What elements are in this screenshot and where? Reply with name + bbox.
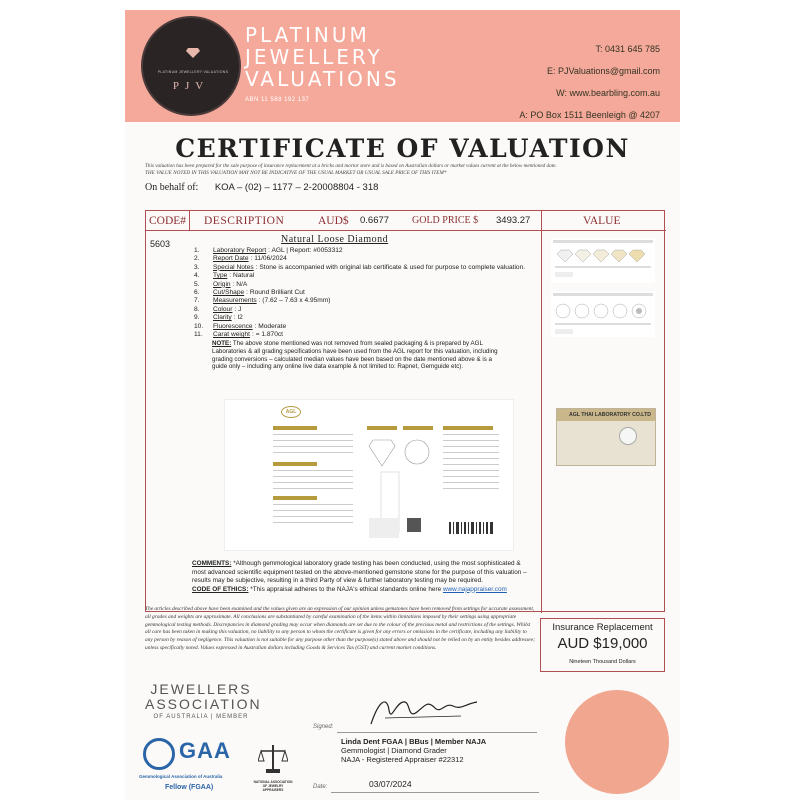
item-number: 5. bbox=[194, 280, 200, 288]
najaa-logo bbox=[253, 743, 293, 792]
item-value: : N/A bbox=[232, 280, 248, 288]
list-item bbox=[194, 281, 544, 289]
diamond-icon bbox=[186, 48, 200, 58]
report-line bbox=[443, 452, 499, 453]
signer-name: Linda Dent FGAA | BBus | Member NAJA bbox=[341, 737, 487, 746]
report-line bbox=[443, 446, 499, 447]
col-value: VALUE bbox=[583, 215, 621, 227]
gaa-subtitle: Gemmological Association of Australia bbox=[139, 774, 223, 779]
lab-sealed-package-photo bbox=[556, 408, 656, 466]
list-item bbox=[194, 289, 544, 297]
valuation-date: 03/07/2024 bbox=[369, 779, 412, 789]
report-line bbox=[273, 488, 353, 489]
report-line bbox=[443, 434, 499, 435]
abn: ABN 11 588 192 137 bbox=[245, 97, 310, 103]
signer-naja: NAJA - Registered Appraiser #22312 bbox=[341, 755, 464, 764]
report-line bbox=[443, 440, 499, 441]
item-value: : J bbox=[234, 305, 242, 313]
report-line bbox=[273, 522, 353, 523]
brand-name bbox=[245, 24, 400, 90]
signer-details bbox=[341, 737, 486, 764]
item-value: : I2 bbox=[233, 314, 243, 322]
report-line bbox=[273, 476, 353, 477]
disclaimer bbox=[145, 163, 665, 177]
wax-seal bbox=[565, 690, 669, 794]
diamond-diagram bbox=[367, 426, 437, 546]
comments bbox=[192, 560, 532, 594]
logo-small-text: PLATINUM JEWELLERY VALUATIONS bbox=[157, 70, 229, 74]
item-number: 11. bbox=[194, 331, 203, 339]
item-label: Special Notes bbox=[213, 263, 254, 271]
website: W: www.bearbling.com.au bbox=[556, 88, 660, 98]
item-label: Colour bbox=[213, 305, 233, 313]
divider bbox=[189, 211, 190, 231]
on-behalf bbox=[145, 182, 378, 193]
report-line bbox=[273, 516, 353, 517]
item-number: 10. bbox=[194, 322, 204, 330]
item-number: 3. bbox=[194, 263, 200, 271]
report-line bbox=[273, 452, 353, 453]
comments-row bbox=[192, 560, 532, 586]
report-line bbox=[443, 458, 499, 459]
barcode-icon bbox=[449, 522, 499, 540]
insurance-box bbox=[540, 618, 665, 672]
col-code: CODE# bbox=[149, 215, 187, 227]
note-label: NOTE: bbox=[212, 340, 232, 347]
report-line bbox=[273, 434, 353, 435]
list-item bbox=[194, 323, 544, 331]
disclaimer-line: THE VALUE NOTED IN THIS VALUATION MAY NOT BE INDICATIVE OF THE USUAL MARKET OR USUAL SALE PRICE OF THIS ITEM* bbox=[145, 170, 447, 176]
scales-icon bbox=[258, 743, 288, 775]
ethics-row bbox=[192, 586, 532, 595]
col-gold-value: 3493.27 bbox=[496, 215, 531, 226]
report-line bbox=[443, 470, 499, 471]
ja-line: OF AUSTRALIA | MEMBER bbox=[153, 714, 249, 720]
report-line bbox=[273, 510, 353, 511]
colour-scale-graphic bbox=[551, 238, 655, 283]
note-text: The above stone mentioned was not removed from sealed packaging & is prepared by AGL Laboratories & all grading specifications have been used from the AGL report for this valuation, including grading conversions – calculated median values have been based on the date mentioned above & is a guide only – including any online live data example & not limited to: Rapnet, Gemguide etc). bbox=[212, 340, 498, 371]
list-item bbox=[194, 255, 544, 263]
item-value: : (7.62 – 7.63 x 4.95mm) bbox=[258, 297, 331, 305]
item-label: Clarity bbox=[213, 314, 232, 322]
jewellers-association-logo bbox=[145, 681, 262, 720]
agl-report-image bbox=[224, 399, 514, 551]
list-item bbox=[194, 264, 544, 272]
item-label: Laboratory Report bbox=[213, 247, 267, 254]
contact-info bbox=[519, 38, 660, 126]
item-value: : Moderate bbox=[254, 322, 287, 330]
table-header bbox=[146, 211, 666, 231]
item-number: 8. bbox=[194, 305, 200, 313]
naja-link[interactable]: www.najappraiser.com bbox=[442, 585, 507, 593]
list-item bbox=[194, 314, 544, 322]
col-aud-label: AUD$ bbox=[318, 215, 349, 227]
signed-label: Signed: bbox=[313, 724, 334, 730]
disclaimer-line: This valuation has been prepared for the sale purpose of insurance replacement at a bricks and mortar store and is based on Australian dollars or market values current at the below mentioned date. bbox=[145, 163, 557, 169]
item-number: 2. bbox=[194, 255, 200, 263]
item-label: Report Date bbox=[213, 255, 249, 263]
clarity-scale-graphic bbox=[551, 291, 655, 337]
report-line bbox=[443, 488, 499, 489]
item-label: Type bbox=[213, 272, 228, 280]
report-line bbox=[443, 476, 499, 477]
date-line bbox=[331, 792, 539, 793]
col-aud-value: 0.6677 bbox=[360, 215, 390, 226]
handwritten-signature bbox=[365, 690, 485, 738]
list-item bbox=[194, 331, 544, 339]
gaa-emblem-icon bbox=[143, 738, 175, 770]
fellow-label: Fellow (FGAA) bbox=[165, 784, 214, 791]
item-number: 9. bbox=[194, 314, 200, 322]
colour-grading-scale bbox=[551, 238, 655, 283]
item-label: Origin bbox=[213, 280, 231, 288]
report-section-bar bbox=[273, 426, 317, 430]
col-description: DESCRIPTION bbox=[204, 215, 285, 227]
date-label: Date: bbox=[313, 784, 328, 790]
header-banner bbox=[125, 10, 680, 122]
clarity-grading-scale bbox=[551, 291, 655, 337]
item-number: 4. bbox=[194, 272, 200, 280]
item-label: Fluorescence bbox=[213, 322, 253, 330]
report-line bbox=[273, 504, 353, 505]
terms-paragraph: The articles described above have been examined and the values given are an expression of our opinion unless gemstones have been removed from settings for accurate assessment, all grades and weights are approximate. All conclusions are substantiated by careful examination of the items within limitations imposed by their settings using appropriate gemmological testing methods. Discrepancies in diamond grading may occur when diamonds are set due to the colour of the precious metal and restrictions of the settings. Whilst all care has been taken in making this valuation, no liability to any person to whom the certificate is given for any errors or omissions in the certificate, including any liability to any person by reason of negligence. This valuation is not suitable for any purpose other than the purpose(s) stated above and should not be relied on by an entity besides addressee; unless specifically noted. Values expressed in Australian dollars including Goods & Services Tax (GST) and current market conditions. bbox=[145, 606, 536, 651]
item-value: : Stone is accompanied with original lab certificate & used for purpose to complete valuation. bbox=[255, 263, 526, 271]
item-value: : AGL | Report: #0053312 bbox=[268, 247, 343, 254]
report-line bbox=[273, 482, 353, 483]
address: A: PO Box 1511 Beenleigh @ 4207 bbox=[519, 110, 660, 120]
ja-line: ASSOCIATION bbox=[145, 696, 262, 712]
item-value: : = 1.870ct bbox=[252, 331, 284, 339]
ethics-label: CODE OF ETHICS: bbox=[192, 585, 249, 593]
ja-line: JEWELLERS bbox=[150, 681, 252, 697]
report-section-bar bbox=[273, 462, 317, 466]
item-number: 7. bbox=[194, 297, 200, 305]
logo-initials: PJV bbox=[172, 80, 210, 92]
item-value: : 11/06/2024 bbox=[250, 255, 287, 263]
email: E: PJValuations@gmail.com bbox=[546, 66, 660, 76]
insurance-words: Nineteen Thousand Dollars bbox=[569, 659, 636, 665]
report-section-bar bbox=[443, 426, 493, 430]
item-label: Cut/Shape bbox=[213, 289, 245, 297]
gaa-text: GAA bbox=[179, 738, 231, 763]
report-line bbox=[273, 446, 353, 447]
item-value: : Natural bbox=[229, 272, 255, 280]
insurance-label: Insurance Replacement bbox=[552, 622, 653, 633]
phone: T: 0431 645 785 bbox=[595, 44, 660, 54]
col-gold-label: GOLD PRICE $ bbox=[412, 215, 479, 226]
item-label: Measurements bbox=[213, 297, 257, 305]
item-number: 6. bbox=[194, 289, 200, 297]
list-item bbox=[194, 297, 544, 305]
brand-line: VALUATIONS bbox=[245, 67, 400, 91]
report-line bbox=[443, 482, 499, 483]
diamond-icon bbox=[619, 427, 637, 445]
item-code: 5603 bbox=[150, 239, 171, 249]
signature-line bbox=[337, 732, 537, 733]
item-value: : Round Brilliant Cut bbox=[246, 289, 305, 297]
report-line bbox=[443, 464, 499, 465]
report-line bbox=[273, 470, 353, 471]
report-line bbox=[273, 440, 353, 441]
pjv-logo bbox=[141, 16, 241, 116]
valuation-table bbox=[145, 210, 665, 612]
brand-line: PLATINUM bbox=[245, 23, 370, 47]
note bbox=[212, 340, 502, 371]
item-label: Carat weight bbox=[213, 331, 251, 339]
comments-label: COMMENTS: bbox=[192, 560, 232, 567]
insurance-amount: AUD $19,000 bbox=[557, 635, 648, 652]
agl-logo: AGL bbox=[281, 406, 301, 418]
najaa-subtitle: NATIONAL ASSOCIATION OF JEWELRY APPRAISERS bbox=[253, 780, 293, 792]
list-item bbox=[194, 272, 544, 280]
report-section-bar bbox=[273, 496, 317, 500]
item-title: Natural Loose Diamond bbox=[281, 234, 389, 245]
ethics-text: *This appraisal adheres to the NAJA's ethical standards online here bbox=[250, 585, 442, 593]
brand-line: JEWELLERY bbox=[245, 45, 383, 69]
certificate-page bbox=[125, 10, 680, 800]
comments-text: *Although gemmological laboratory grade testing has been conducted, using the most sophisticated & most advanced scientific equipment tested on the above-mentioned gemstone stone for the purpose of this valuation – results may be subjective, resulting in a third Party of view & further laboratory testing may be required. bbox=[192, 560, 527, 585]
item-number: 1. bbox=[194, 247, 200, 254]
certificate-title: CERTIFICATE OF VALUATION bbox=[175, 134, 630, 163]
list-item bbox=[194, 306, 544, 314]
list-item bbox=[194, 247, 544, 255]
lab-name: AGL THAI LABORATORY CO.LTD bbox=[557, 409, 655, 421]
on-behalf-label: On behalf of: bbox=[145, 182, 199, 193]
reference-number: KOA – (02) – 1177 – 2-20008804 - 318 bbox=[214, 182, 379, 193]
signer-role: Gemmologist | Diamond Grader bbox=[341, 746, 447, 755]
spec-list bbox=[194, 247, 544, 339]
